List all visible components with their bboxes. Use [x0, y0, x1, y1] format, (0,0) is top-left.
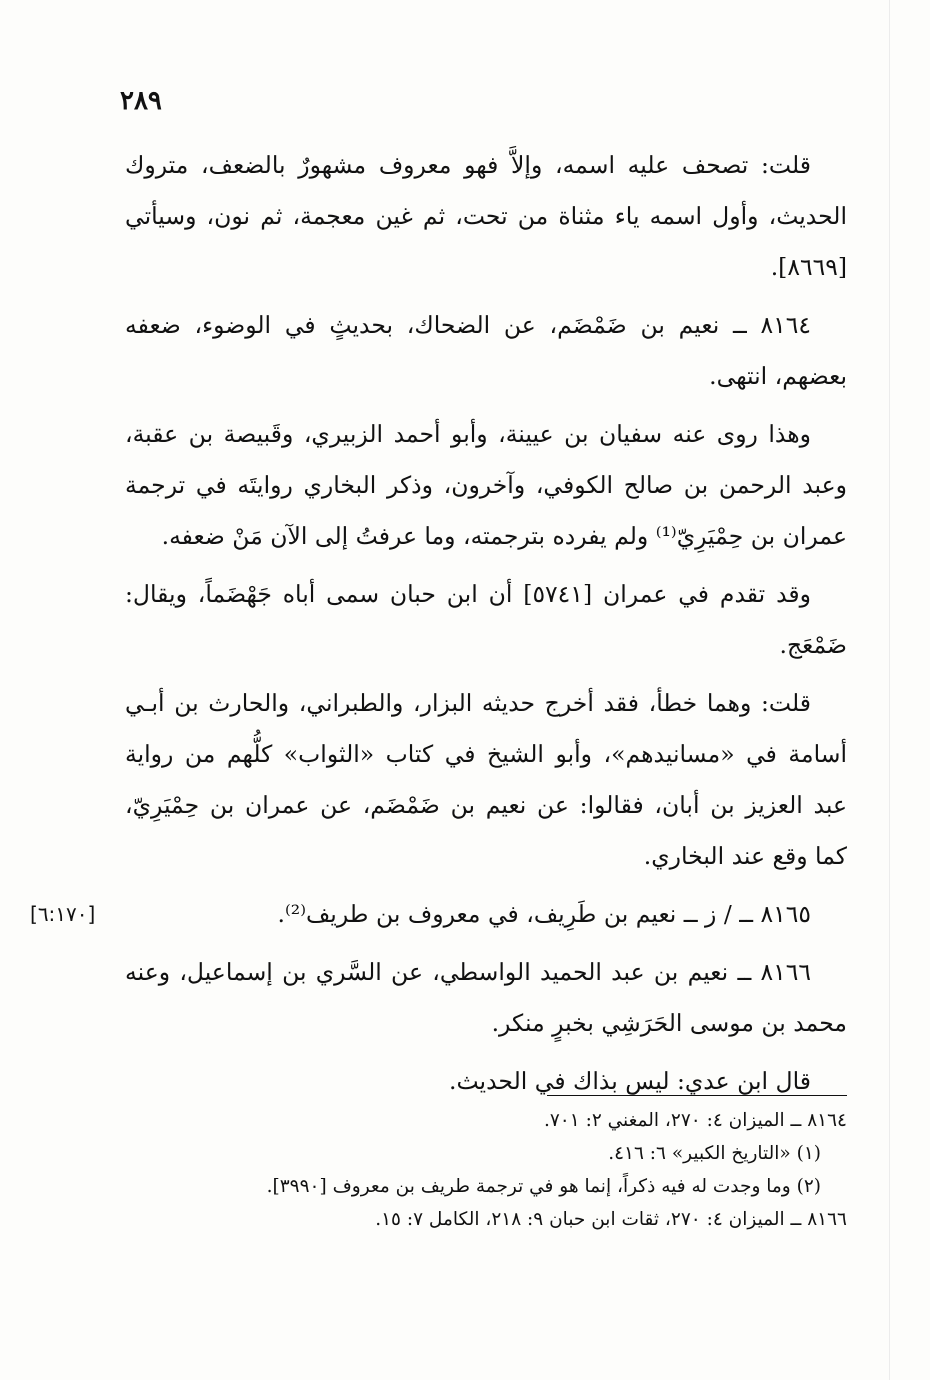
entry-8164: ٨١٦٤ ــ نعيم بن ضَمْضَم، عن الضحاك، بحديثٍ في الوضوء، ضعفه بعضهم، انتهى.	[125, 311, 847, 390]
main-text	[30, 140, 847, 1114]
paragraph-correction: قلت: وهما خطأ، فقد أخرج حديثه البزار، والطبراني، والحارث بن أبـي أسامة في «مسانيدهم»، وأبو الشيخ في كتاب «الثواب» كلُّهم من رواية عبد العزيز بن أبان، فقالوا: عن نعيم بن ضَمْضَم، عن عمران بن حِمْيَرِيّ، كما وقع عند البخاري.	[125, 689, 847, 870]
footnote-1: (١) «التاريخ الكبير» ٦: ٤١٦.	[608, 1143, 821, 1164]
footnote-2: (٢) وما وجدت له فيه ذكراً، إنما هو في ترجمة طريف بن معروف [٣٩٩٠].	[266, 1176, 821, 1197]
paragraph-narrators: وهذا روى عنه سفيان بن عيينة، وأبو أحمد الزبيري، وقَبيصة بن عقبة، وعبد الرحمن بن صالح الكوفي، وآخرون، وذكر البخاري روايتَه في ترجمة عمران بن حِمْيَرِيّ⁽¹⁾ ولم يفرده بترجمته، وما عرفتُ إلى الآن مَنْ ضعفه.	[125, 420, 847, 550]
footnotes	[125, 1104, 847, 1236]
footnote-8164: ٨١٦٤ ــ الميزان ٤: ٢٧٠، المغني ٢: ٧٠١.	[543, 1110, 847, 1131]
entry-8165-row	[30, 889, 847, 940]
page-edge-line	[889, 0, 890, 1380]
page-number: ٢٨٩	[120, 86, 162, 116]
entry-8165: ٨١٦٥ ــ / ز ــ نعيم بن طَرِيف، في معروف بن طريف⁽²⁾.	[277, 900, 811, 928]
margin-reference: [٦:١٧٠]	[30, 902, 96, 926]
paragraph-note: قلت: تصحف عليه اسمه، وإلاَّ فهو معروف مشهورٌ بالضعف، متروك الحديث، وأول اسمه ياء مثناة من تحت، ثم غين معجمة، ثم نون، وسيأتي [٨٦٦٩].	[125, 151, 847, 281]
footnote-divider	[547, 1095, 847, 1096]
entry-8166: ٨١٦٦ ــ نعيم بن عبد الحميد الواسطي، عن السَّري بن إسماعيل، وعنه محمد بن موسى الحَرَشِي بخبرٍ منكر.	[125, 958, 847, 1037]
footnote-8166: ٨١٦٦ ــ الميزان ٤: ٢٧٠، ثقات ابن حبان ٩: ٢١٨، الكامل ٧: ١٥.	[375, 1209, 847, 1230]
paragraph-ibn-adi: قال ابن عدي: ليس بذاك في الحديث.	[448, 1067, 811, 1095]
paragraph-ibn-hibban: وقد تقدم في عمران [٥٧٤١] أن ابن حبان سمى أباه جَهْضَماً، ويقال: ضَمْعَج.	[125, 580, 847, 659]
